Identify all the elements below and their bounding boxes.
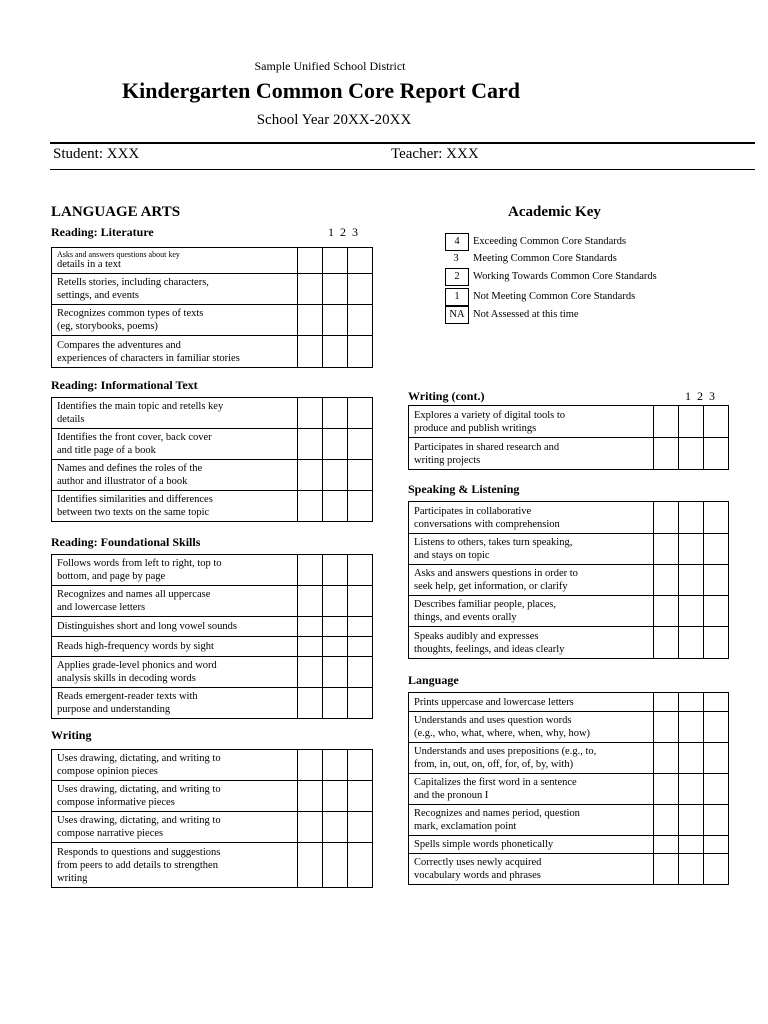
academic-key-label: Not Assessed at this time <box>473 309 579 320</box>
skill-row <box>52 812 373 843</box>
skill-description <box>52 637 298 657</box>
grade-box-3[interactable] <box>704 502 729 534</box>
skill-row <box>52 586 373 617</box>
skill-description <box>409 438 654 470</box>
skill-row <box>52 248 373 274</box>
skill-text-line: writing <box>57 872 88 884</box>
skill-text-line: Prints uppercase and lowercase letters <box>414 696 574 708</box>
grade-box-1[interactable] <box>654 693 679 712</box>
skill-row <box>409 534 729 565</box>
skill-description <box>409 534 654 565</box>
skill-text-line: compose informative pieces <box>57 797 175 808</box>
grade-box-2[interactable] <box>323 637 348 657</box>
skill-text-line: Applies grade-level phonics and word <box>57 660 217 671</box>
writing-title: Writing <box>51 728 92 742</box>
grade-box-3[interactable] <box>704 627 729 659</box>
skill-text-line: Explores a variety of digital tools to <box>414 409 566 421</box>
grade-box-1[interactable] <box>298 460 323 491</box>
grade-box-3[interactable] <box>704 805 729 836</box>
skill-row <box>409 712 729 743</box>
grade-box-2[interactable] <box>323 460 348 491</box>
skill-row <box>52 781 373 812</box>
grade-box-3[interactable] <box>348 429 373 460</box>
skill-text-line: Recognizes common types of texts <box>57 308 204 319</box>
skill-description <box>409 502 654 534</box>
grade-box-1[interactable] <box>654 502 679 534</box>
academic-key-label: Exceeding Common Core Standards <box>473 236 627 247</box>
skill-description <box>52 460 298 491</box>
grade-box-3[interactable] <box>348 637 373 657</box>
skill-description <box>409 596 654 627</box>
grade-box-1[interactable] <box>654 836 679 854</box>
grade-box-3[interactable] <box>348 586 373 617</box>
skill-text-line: seek help, get information, or clarify <box>414 581 568 592</box>
grade-box-2[interactable] <box>679 438 704 470</box>
skill-text-line: Names and defines the roles of the <box>57 463 203 474</box>
skill-text-line: details <box>57 414 85 425</box>
grade-box-1[interactable] <box>654 854 679 885</box>
skill-text-line: and lowercase letters <box>57 602 146 613</box>
grade-box-2[interactable] <box>323 657 348 688</box>
skill-text-line: vocabulary words and phrases <box>414 870 541 881</box>
grade-box-3[interactable] <box>704 534 729 565</box>
skill-row <box>409 565 729 596</box>
grade-box-1[interactable] <box>298 812 323 843</box>
grade-box-2[interactable] <box>679 534 704 565</box>
grade-box-2[interactable] <box>323 812 348 843</box>
grade-box-1[interactable] <box>654 712 679 743</box>
skill-text-line: bottom, and page by page <box>57 571 166 582</box>
academic-key-label: Meeting Common Core Standards <box>473 253 617 264</box>
skill-text-line: Uses drawing, dictating, and writing to <box>57 815 221 826</box>
skill-text-line: Compares the adventures and <box>57 339 181 351</box>
skill-row <box>409 836 729 854</box>
grade-box-2[interactable] <box>679 805 704 836</box>
grade-box-1[interactable] <box>298 429 323 460</box>
grade-box-2[interactable] <box>323 491 348 522</box>
skill-text-line: conversations with comprehension <box>414 518 560 530</box>
skill-text-line: Capitalizes the first word in a sentence <box>414 777 577 788</box>
grade-box-1[interactable] <box>298 555 323 586</box>
skill-text-line: (e.g., who, what, where, when, why, how) <box>414 728 591 739</box>
skill-text-line: Recognizes and names all uppercase <box>57 589 211 600</box>
skill-row <box>52 460 373 491</box>
grade-box-3[interactable] <box>348 460 373 491</box>
skill-text-line: from, in, out, on, off, for, of, by, with) <box>414 759 574 770</box>
academic-key-code: 4 <box>445 233 469 251</box>
skill-description <box>409 774 654 805</box>
skill-text-line: Spells simple words phonetically <box>414 839 554 850</box>
skill-text-line: Uses drawing, dictating, and writing to <box>57 753 221 764</box>
skill-text-line: Listens to others, takes turn speaking, <box>414 537 573 548</box>
skill-text-line: Follows words from left to right, top to <box>57 558 222 569</box>
skill-row <box>409 502 729 534</box>
grade-box-2[interactable] <box>679 854 704 885</box>
grade-box-2[interactable] <box>323 843 348 888</box>
academic-key-label: Not Meeting Common Core Standards <box>473 291 636 302</box>
grade-box-3[interactable] <box>348 336 373 368</box>
grade-box-1[interactable] <box>298 750 323 781</box>
grade-box-3[interactable] <box>348 248 373 274</box>
reading-foundational-table <box>51 554 373 719</box>
grade-box-3[interactable] <box>348 781 373 812</box>
skill-text-line: and stays on topic <box>414 550 490 561</box>
grade-box-2[interactable] <box>323 586 348 617</box>
skill-text-line: Identifies the front cover, back cover <box>57 432 212 443</box>
grade-box-2[interactable] <box>323 555 348 586</box>
skill-text-line: Reads high-frequency words by sight <box>57 641 214 652</box>
grade-box-1[interactable] <box>298 657 323 688</box>
skill-row <box>52 555 373 586</box>
grade-box-2[interactable] <box>679 596 704 627</box>
grade-box-3[interactable] <box>348 812 373 843</box>
skill-description <box>409 712 654 743</box>
skill-text-line: Understands and uses question words <box>414 715 572 726</box>
skill-text-line: things, and events orally <box>414 612 517 623</box>
grade-box-1[interactable] <box>654 774 679 805</box>
skill-row <box>52 688 373 719</box>
grade-box-2[interactable] <box>323 429 348 460</box>
skill-description <box>409 627 654 659</box>
skill-description <box>52 274 298 305</box>
grade-box-2[interactable] <box>323 750 348 781</box>
grade-box-3[interactable] <box>704 743 729 774</box>
skill-text-line: produce and publish writings <box>414 422 537 434</box>
language-table <box>408 692 729 885</box>
grade-box-2[interactable] <box>323 274 348 305</box>
teacher-field: Teacher: XXX <box>391 146 479 162</box>
skill-text-line: analysis skills in decoding words <box>57 673 196 684</box>
grade-box-1[interactable] <box>298 274 323 305</box>
skill-description <box>52 336 298 368</box>
skill-row <box>409 854 729 885</box>
skill-text-line: Uses drawing, dictating, and writing to <box>57 784 221 795</box>
skill-text-line: experiences of characters in familiar stories <box>57 352 240 364</box>
grade-box-2[interactable] <box>323 781 348 812</box>
skill-row <box>52 429 373 460</box>
grade-box-3[interactable] <box>348 491 373 522</box>
skill-row <box>52 398 373 429</box>
skill-row <box>409 438 729 470</box>
skill-text-line: purpose and understanding <box>57 704 171 715</box>
grade-box-3[interactable] <box>348 750 373 781</box>
grade-box-2[interactable] <box>679 712 704 743</box>
skill-description <box>52 429 298 460</box>
grade-box-1[interactable] <box>298 843 323 888</box>
skill-text-line: Responds to questions and suggestions <box>57 846 221 858</box>
skill-text-line: from peers to add details to strengthen <box>57 859 218 871</box>
grade-box-2[interactable] <box>323 248 348 274</box>
skill-row <box>409 627 729 659</box>
skill-text-line: Asks and answers questions in order to <box>414 568 578 579</box>
skill-text-line: compose opinion pieces <box>57 766 158 777</box>
writing-table <box>51 749 373 888</box>
language-arts-heading: LANGUAGE ARTS <box>51 204 181 220</box>
skill-row <box>409 693 729 712</box>
skill-text-line: author and illustrator of a book <box>57 476 188 487</box>
grade-box-3[interactable] <box>348 398 373 429</box>
student-field: Student: XXX <box>53 146 140 162</box>
skill-row <box>409 774 729 805</box>
skill-row <box>409 743 729 774</box>
skill-description <box>409 693 654 712</box>
skill-description <box>52 555 298 586</box>
grade-box-3[interactable] <box>348 657 373 688</box>
grade-box-2[interactable] <box>679 743 704 774</box>
grade-box-2[interactable] <box>679 627 704 659</box>
grade-box-2[interactable] <box>323 305 348 336</box>
grade-box-1[interactable] <box>654 565 679 596</box>
reading-literature-table <box>51 247 373 368</box>
grade-box-2[interactable] <box>679 565 704 596</box>
skill-text-line: thoughts, feelings, and ideas clearly <box>414 643 565 655</box>
skill-text-line: Correctly uses newly acquired <box>414 857 542 868</box>
skill-text-line: Identifies the main topic and retells key <box>57 401 224 412</box>
skill-text-line: Participates in shared research and <box>414 441 560 453</box>
grade-box-2[interactable] <box>679 502 704 534</box>
skill-text-line: (eg, storybooks, poems) <box>57 321 158 332</box>
grade-box-2[interactable] <box>679 774 704 805</box>
skill-text-line: details in a text <box>57 259 121 270</box>
skill-row <box>52 750 373 781</box>
grade-box-1[interactable] <box>298 688 323 719</box>
grade-box-3[interactable] <box>704 596 729 627</box>
header-divider-bottom <box>50 169 755 170</box>
skill-row <box>52 657 373 688</box>
grade-box-1[interactable] <box>298 336 323 368</box>
academic-key-title: Academic Key <box>508 204 601 220</box>
grade-box-3[interactable] <box>704 438 729 470</box>
skill-text-line: Speaks audibly and expresses <box>414 630 539 642</box>
skill-description <box>409 836 654 854</box>
skill-text-line: Participates in collaborative <box>414 505 532 517</box>
grade-box-2[interactable] <box>679 836 704 854</box>
reading-literature-title: Reading: Literature <box>51 225 154 239</box>
grade-column-numbers-right: 1 2 3 <box>685 389 715 403</box>
grade-box-3[interactable] <box>348 617 373 637</box>
skill-description <box>52 398 298 429</box>
grade-box-1[interactable] <box>298 637 323 657</box>
grade-box-3[interactable] <box>704 712 729 743</box>
skill-row <box>52 336 373 368</box>
skill-row <box>409 805 729 836</box>
skill-description <box>52 657 298 688</box>
skill-description <box>409 406 654 438</box>
skill-text-line: writing projects <box>414 454 481 466</box>
skill-description <box>52 491 298 522</box>
academic-key-code: NA <box>445 306 469 324</box>
skill-description <box>52 781 298 812</box>
grade-box-1[interactable] <box>298 248 323 274</box>
speaking-listening-title: Speaking & Listening <box>408 482 520 496</box>
grade-box-1[interactable] <box>298 617 323 637</box>
skill-text-line: Identifies similarities and differences <box>57 494 213 505</box>
academic-key-code: 1 <box>445 288 469 306</box>
grade-box-1[interactable] <box>654 596 679 627</box>
skill-description <box>52 305 298 336</box>
skill-row <box>52 617 373 637</box>
academic-key-code: 2 <box>445 268 469 286</box>
grade-column-numbers: 1 2 3 <box>328 225 358 239</box>
skill-description <box>52 248 298 274</box>
school-year: School Year 20XX-20XX <box>256 112 412 128</box>
reading-informational-table <box>51 397 373 522</box>
writing-cont-title: Writing (cont.) <box>408 389 485 403</box>
skill-text-line: settings, and events <box>57 290 139 301</box>
skill-description <box>52 688 298 719</box>
skill-text-line: Recognizes and names period, question <box>414 808 580 819</box>
skill-description <box>52 586 298 617</box>
skill-text-line: Reads emergent-reader texts with <box>57 691 198 702</box>
skill-text-line: and title page of a book <box>57 445 156 456</box>
skill-row <box>52 274 373 305</box>
grade-box-1[interactable] <box>654 627 679 659</box>
grade-box-3[interactable] <box>348 555 373 586</box>
skill-text-line: between two texts on the same topic <box>57 507 210 518</box>
skill-description <box>52 812 298 843</box>
grade-box-3[interactable] <box>348 274 373 305</box>
grade-box-3[interactable] <box>348 305 373 336</box>
grade-box-1[interactable] <box>654 438 679 470</box>
skill-description <box>409 854 654 885</box>
skill-text-line: and the pronoun I <box>414 790 489 801</box>
grade-box-3[interactable] <box>348 843 373 888</box>
grade-box-3[interactable] <box>704 774 729 805</box>
grade-box-2[interactable] <box>323 617 348 637</box>
grade-box-3[interactable] <box>348 688 373 719</box>
grade-box-1[interactable] <box>654 534 679 565</box>
language-title: Language <box>408 673 459 687</box>
reading-informational-title: Reading: Informational Text <box>51 378 198 392</box>
academic-key-label: Working Towards Common Core Standards <box>473 271 657 282</box>
header-divider-top <box>50 142 755 144</box>
grade-box-1[interactable] <box>298 398 323 429</box>
skill-text-line: compose narrative pieces <box>57 828 164 839</box>
skill-description <box>409 565 654 596</box>
report-card-title: Kindergarten Common Core Report Card <box>122 78 520 103</box>
skill-text-line: Asks and answers questions about key <box>57 250 180 259</box>
grade-box-3[interactable] <box>704 406 729 438</box>
grade-box-3[interactable] <box>704 854 729 885</box>
skill-text-line: Retells stories, including characters, <box>57 277 209 288</box>
skill-text-line: Understands and uses prepositions (e.g., to, <box>414 746 597 757</box>
grade-box-1[interactable] <box>298 781 323 812</box>
skill-row <box>52 843 373 888</box>
grade-box-1[interactable] <box>298 305 323 336</box>
grade-box-1[interactable] <box>298 491 323 522</box>
skill-description <box>409 743 654 774</box>
grade-box-2[interactable] <box>323 688 348 719</box>
grade-box-1[interactable] <box>654 743 679 774</box>
skill-description <box>409 805 654 836</box>
academic-key-code: 3 <box>453 253 459 264</box>
skill-row <box>52 637 373 657</box>
district-name: Sample Unified School District <box>254 59 406 73</box>
grade-box-2[interactable] <box>323 336 348 368</box>
reading-foundational-title: Reading: Foundational Skills <box>51 535 201 549</box>
skill-row <box>52 305 373 336</box>
skill-description <box>52 617 298 637</box>
grade-box-2[interactable] <box>679 693 704 712</box>
grade-box-1[interactable] <box>654 406 679 438</box>
skill-row <box>52 491 373 522</box>
skill-description <box>52 843 298 888</box>
skill-text-line: Describes familiar people, places, <box>414 599 556 610</box>
skill-description <box>52 750 298 781</box>
skill-text-line: Distinguishes short and long vowel sounds <box>57 621 237 632</box>
grade-box-2[interactable] <box>679 406 704 438</box>
writing-cont-table <box>408 405 729 470</box>
grade-box-2[interactable] <box>323 398 348 429</box>
grade-box-1[interactable] <box>298 586 323 617</box>
speaking-listening-table <box>408 501 729 659</box>
skill-text-line: mark, exclamation point <box>414 821 517 832</box>
skill-row <box>409 596 729 627</box>
grade-box-3[interactable] <box>704 836 729 854</box>
grade-box-3[interactable] <box>704 693 729 712</box>
grade-box-1[interactable] <box>654 805 679 836</box>
skill-row <box>409 406 729 438</box>
grade-box-3[interactable] <box>704 565 729 596</box>
